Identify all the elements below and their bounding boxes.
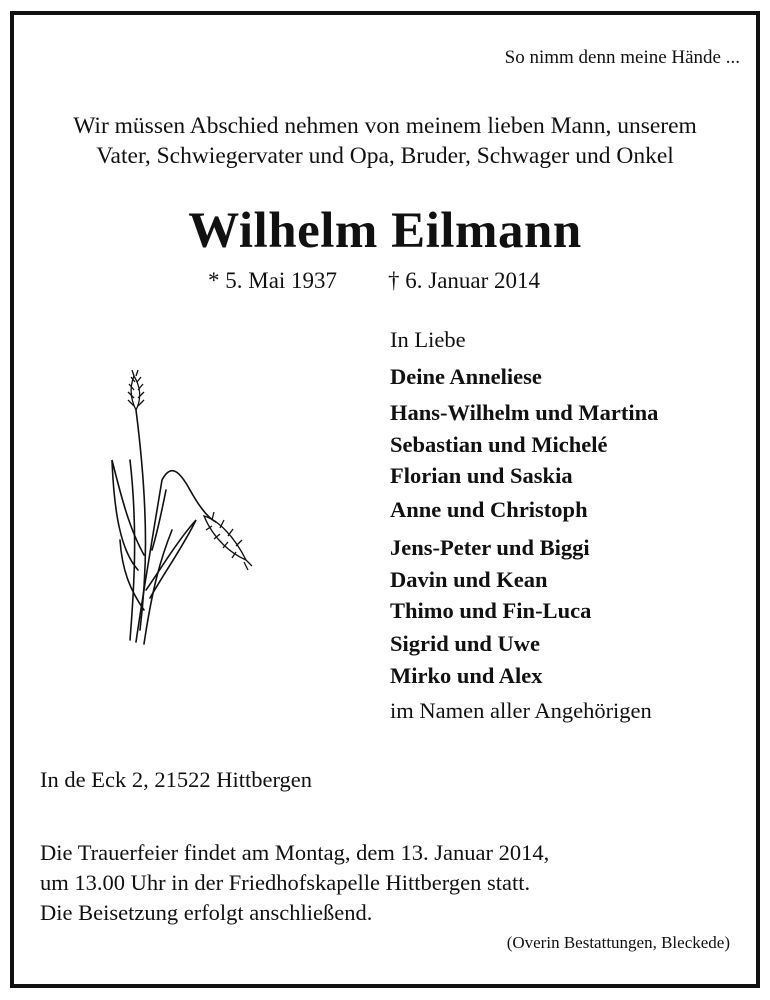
mourners-closing: im Namen aller Angehörigen: [390, 698, 652, 723]
birth-date: * 5. Mai 1937: [208, 268, 338, 293]
motto: So nimm denn meine Hände ...: [504, 47, 740, 68]
mourner-names: Florian und Saskia: [390, 463, 573, 488]
mourner-names: Jens-Peter und Biggi: [390, 535, 590, 560]
ceremony-line: Die Beisetzung erfolgt anschließend.: [40, 900, 373, 925]
ceremony-line: Die Trauerfeier findet am Montag, dem 13. Januar 2014,: [40, 840, 550, 865]
mourner-names: Sigrid und Uwe: [390, 631, 541, 656]
deceased-name: Wilhelm Eilmann: [188, 203, 582, 259]
mourner-group: [390, 532, 591, 627]
intro-text: [0, 111, 770, 171]
mourner-names: Thimo und Fin-Luca: [390, 598, 592, 623]
death-date: † 6. Januar 2014: [388, 268, 541, 293]
mourner-names: Sebastian und Michelé: [390, 431, 608, 457]
spouse-name: Deine Anneliese: [390, 364, 542, 389]
mourner-names: Mirko und Alex: [390, 662, 543, 688]
mourner-group: [390, 628, 543, 691]
mourners-intro: In Liebe: [390, 327, 466, 352]
mourner-group: [390, 397, 658, 492]
ceremony-info: [40, 838, 549, 928]
intro-line: Vater, Schwiegervater und Opa, Bruder, Schwager und Onkel: [96, 143, 674, 169]
address: In de Eck 2, 21522 Hittbergen: [40, 767, 313, 792]
mourner-names: Hans-Wilhelm und Martina: [390, 400, 659, 425]
mourner-names: Davin und Kean: [390, 566, 548, 592]
undertaker: (Overin Bestattungen, Bleckede): [506, 933, 730, 952]
ceremony-line: um 13.00 Uhr in der Friedhofskapelle Hittbergen statt.: [40, 870, 531, 895]
wheat-icon: [100, 370, 260, 650]
intro-line: Wir müssen Abschied nehmen von meinem lieben Mann, unserem: [73, 113, 697, 139]
mourner-names: Anne und Christoph: [390, 497, 588, 522]
